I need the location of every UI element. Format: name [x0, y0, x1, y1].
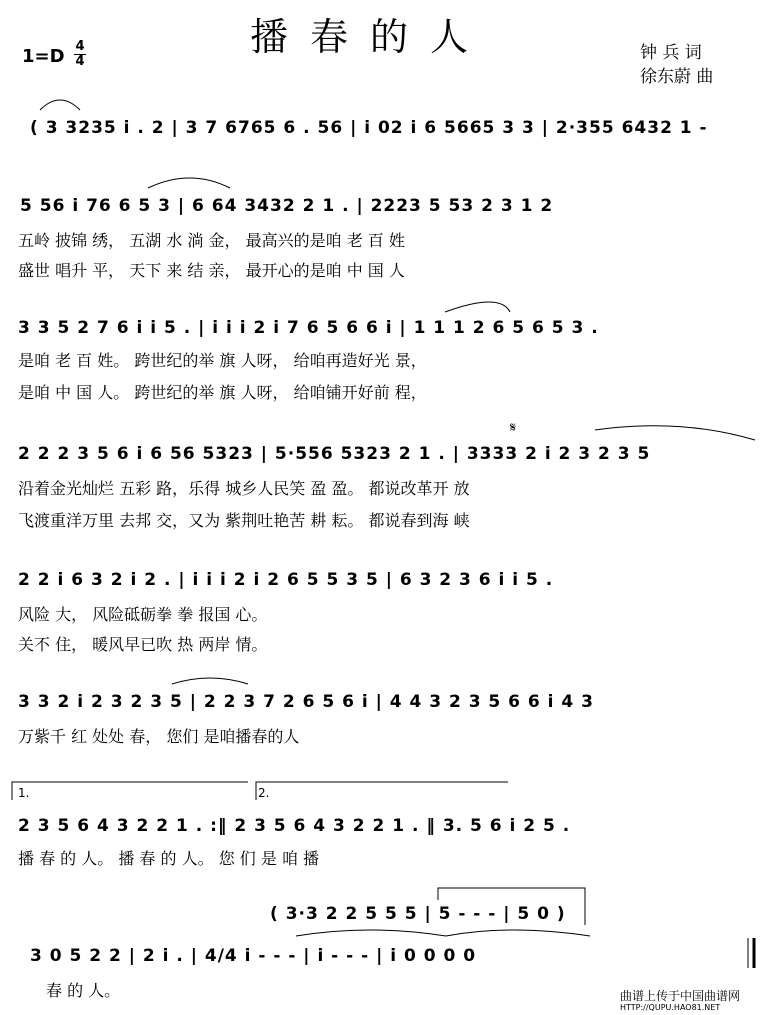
lyric-line-5b: 关不 住， 暖风早已吹 热 两岸 情。 [18, 635, 268, 654]
slur [148, 178, 230, 188]
watermark-url: HTTP://QUPU.HAO81.NET [620, 1003, 721, 1012]
lyric-line-5a: 风险 大， 风险砥砺拳 拳 报国 心。 [18, 605, 268, 624]
lyric-line-4b: 飞渡重洋万里 去邦 交，又为 紫荆吐艳苦 耕 耘。 都说春到海 峡 [18, 511, 470, 530]
volta-bracket-1 [12, 782, 248, 800]
slur [595, 426, 755, 440]
lyric-line-3b: 是咱 中 国 人。 跨世纪的举 旗 人呀， 给咱铺开好前 程， [18, 383, 427, 402]
time-signature-bottom: 4 [75, 54, 85, 69]
tie [446, 930, 590, 936]
watermark-text: 曲谱上传于中国曲谱网 [620, 989, 741, 1003]
lyric-line-2b: 盛世 唱升 平， 天下 来 结 亲， 最开心的是咱 中 国 人 [18, 261, 405, 280]
lyric-line-8: 春 的 人。 [46, 981, 121, 1000]
lyric-line-3a: 是咱 老 百 姓。 跨世纪的举 旗 人呀， 给咱再造好光 景， [18, 351, 427, 370]
song-title: 播春的人 [250, 15, 491, 59]
site-watermark [620, 990, 740, 1014]
notation-line-5: 2 2 i 6 3 2 i 2 . | i i i 2 i 2 6 5 5 3 5 | 6 3 2 3 6 i i 5 . [18, 570, 554, 590]
slur [172, 678, 248, 684]
notation-line-8-upper: ( 3·3 2 2 5 5 5 | 5 - - - | 5 0 ) [270, 904, 566, 924]
first-ending-label: 1. [18, 786, 30, 800]
lyricist-credit: 钟 兵 词 [640, 43, 702, 63]
notation-line-8: 3 0 5 2 2 | 2 i . | 4/4 i - - - | i - - - | i 0 0 0 0 [30, 946, 477, 966]
slur [445, 302, 510, 312]
coda-bracket [438, 888, 585, 925]
notation-line-4: 2 2 2 3 5 6 i 6 56 5323 | 5·556 5323 2 1 . | 3333 2 i 2 3 2 3 5 [18, 444, 651, 464]
slur [40, 100, 80, 110]
notation-line-1: ( 3 3235 i . 2 | 3 7 6765 6 . 56 | i 02 i 6 5665 3 3 | 2·355 6432 1 - [30, 118, 708, 138]
tie [296, 930, 446, 936]
lyric-line-2a: 五岭 披锦 绣， 五湖 水 淌 金， 最高兴的是咱 老 百 姓 [18, 231, 405, 250]
lyric-line-6: 万紫千 红 处处 春， 您们 是咱播春的人 [18, 727, 300, 746]
composer-credit: 徐东蔚 曲 [640, 67, 714, 87]
volta-bracket-2 [256, 782, 508, 800]
notation-line-7: 2 3 5 6 4 3 2 2 1 . :‖ 2 3 5 6 4 3 2 2 1 . ‖ 3. 5 6 i 2 5 . [18, 816, 571, 836]
notation-line-6: 3 3 2 i 2 3 2 3 5 | 2 2 3 7 2 6 5 6 i | 4 4 3 2 3 5 6 6 i 4 3 [18, 692, 594, 712]
key-signature: 1=D [22, 46, 65, 67]
notation-line-3: 3 3 5 2 7 6 i i 5 . | i i i 2 i 7 6 5 6 6 i | 1 1 1 2 6 5 6 5 3 . [18, 318, 599, 338]
segno-icon: 𝄋 [510, 420, 517, 436]
second-ending-label: 2. [258, 786, 270, 800]
notation-line-2: 5 56 i 76 6 5 3 | 6 64 3432 2 1 . | 2223 5 53 2 3 1 2 [20, 196, 554, 216]
time-signature-top: 4 [75, 39, 85, 54]
lyric-line-4a: 沿着金光灿烂 五彩 路，乐得 城乡人民笑 盈 盈。 都说改革开 放 [18, 479, 470, 498]
lyric-line-7: 播 春 的 人。 播 春 的 人。 您 们 是 咱 播 [18, 849, 320, 868]
